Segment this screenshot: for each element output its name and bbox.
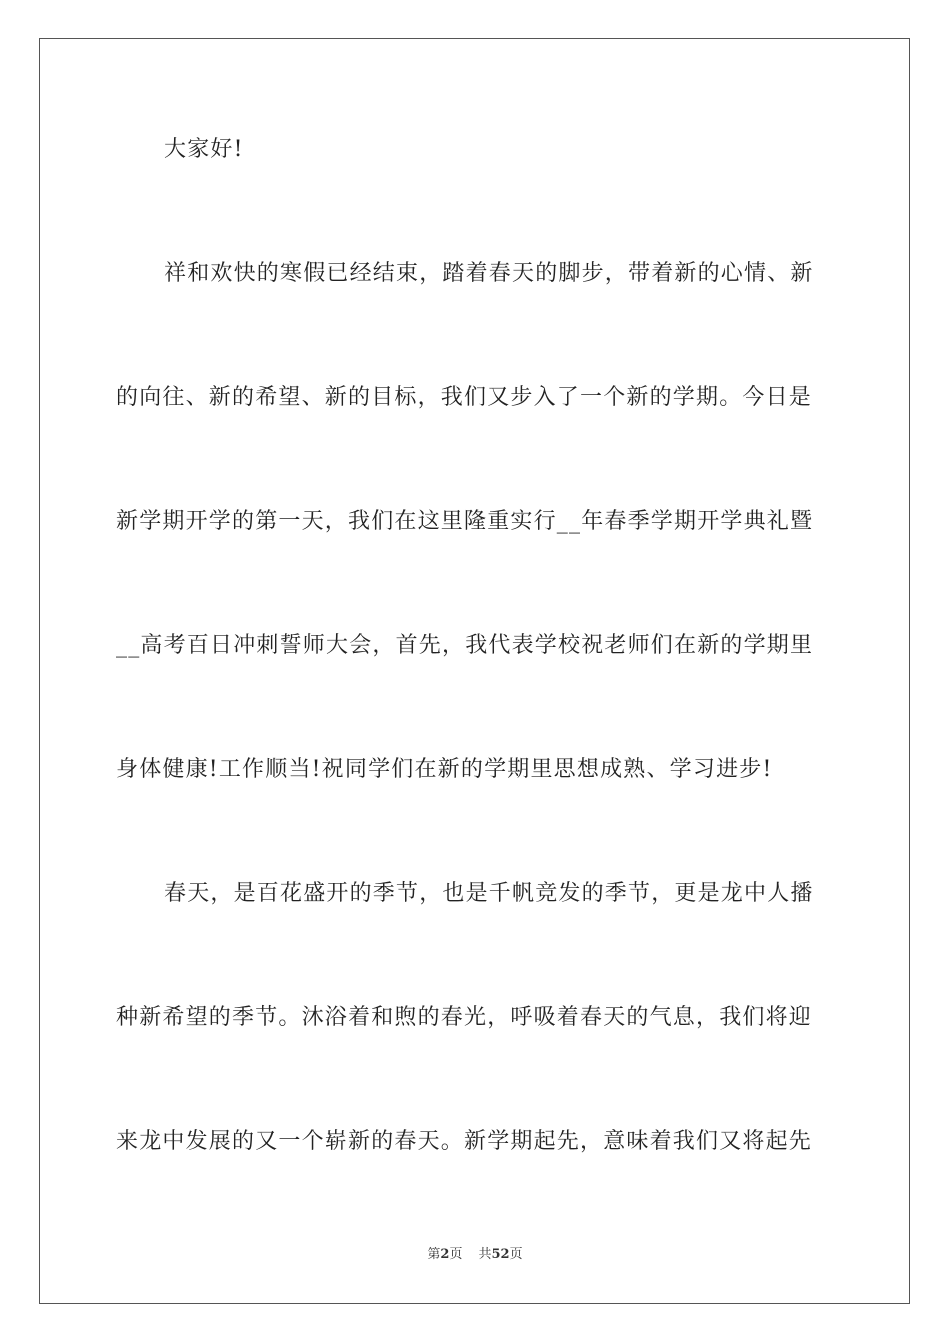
page-footer	[0, 1246, 950, 1264]
paragraph-line: 种新希望的季节。沐浴着和煦的春光，呼吸着春天的气息，我们将迎	[116, 1005, 813, 1030]
page-suffix: 页	[449, 1247, 463, 1262]
paragraph-line: 的向往、新的希望、新的目标，我们又步入了一个新的学期。今日是	[116, 385, 813, 410]
total-pages: 52	[491, 1247, 510, 1262]
paragraph-line: 新学期开学的第一天，我们在这里隆重实行__年春季学期开学典礼暨	[116, 509, 814, 534]
paragraph-line: __高考百日冲刺誓师大会，首先，我代表学校祝老师们在新的学期里	[116, 633, 814, 658]
page-frame	[39, 38, 910, 1304]
paragraph-line: 来龙中发展的又一个崭新的春天。新学期起先，意味着我们又将起先	[116, 1129, 813, 1154]
total-suffix: 页	[509, 1247, 523, 1262]
greeting-line: 大家好!	[164, 137, 244, 162]
paragraph-line: 春天，是百花盛开的季节，也是千帆竞发的季节，更是龙中人播	[164, 881, 814, 906]
total-prefix: 共	[478, 1247, 492, 1262]
paragraph-line: 祥和欢快的寒假已经结束，踏着春天的脚步，带着新的心情、新	[164, 261, 814, 286]
paragraph-line: 身体健康!工作顺当!祝同学们在新的学期里思想成熟、学习进步!	[116, 757, 773, 782]
page-prefix: 第	[427, 1247, 441, 1262]
page-number: 2	[440, 1247, 450, 1262]
